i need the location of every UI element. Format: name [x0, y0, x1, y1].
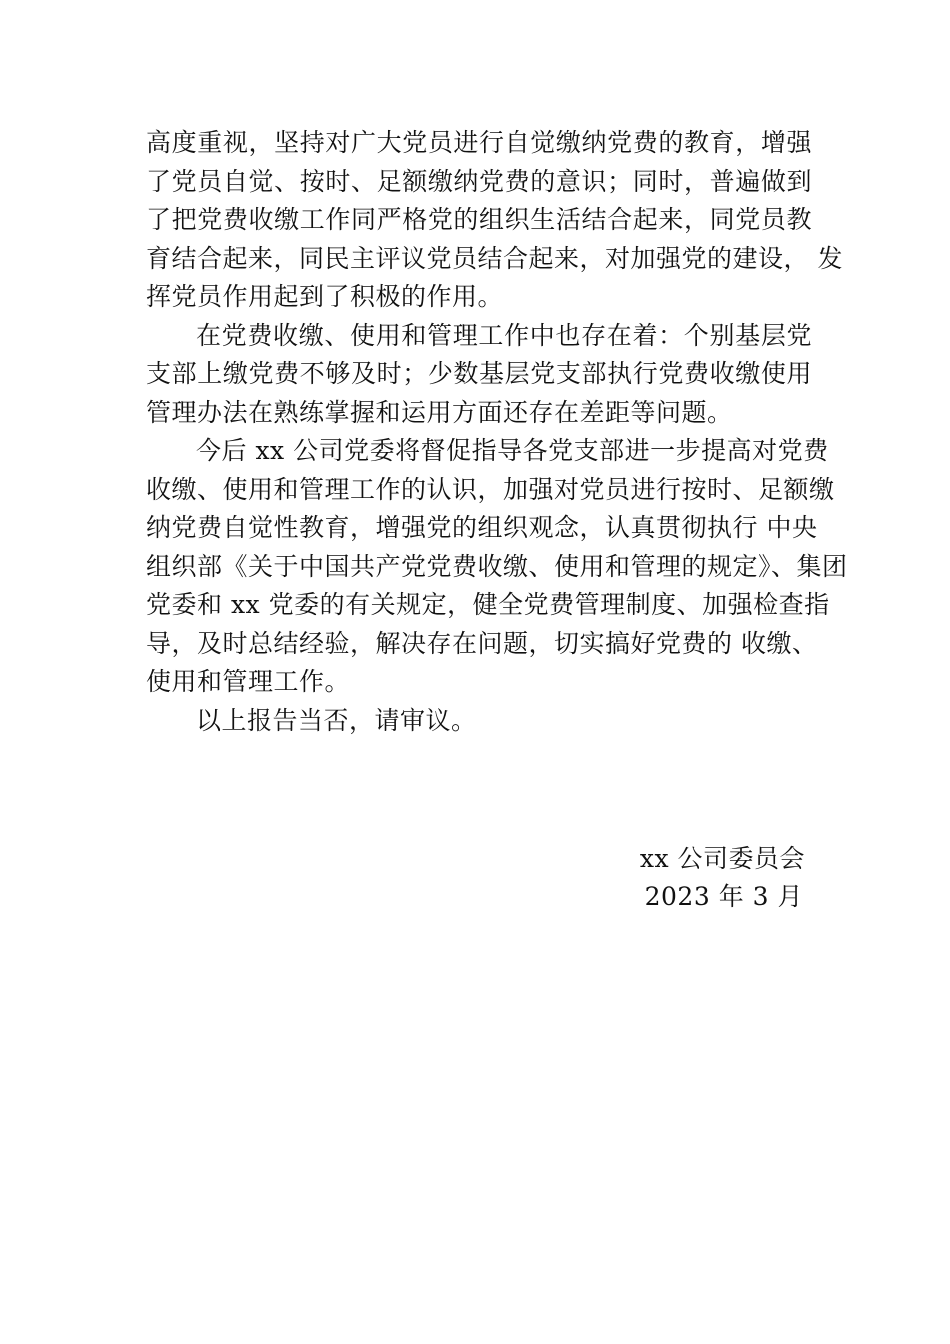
signing-organization: xx 公司委员会 [639, 844, 805, 873]
paragraph-line: 纳党费自觉性教育，增强党的组织观念，认真贯彻执行 中央 [146, 513, 818, 542]
paragraph-line: 党委和 xx 党委的有关规定，健全党费管理制度、加强检查指 [146, 590, 830, 619]
paragraph-line: 以上报告当否，请审议。 [196, 705, 477, 735]
report-body [146, 124, 848, 740]
paragraph-3 [146, 432, 848, 702]
paragraph-line: 导，及时总结经验，解决存在问题，切实搞好党费的 收缴、 [146, 628, 818, 658]
paragraph-4 [146, 702, 812, 741]
paragraph-line: 管理办法在熟练掌握和运用方面还存在差距等问题。 [146, 397, 733, 427]
paragraph-line: 挥党员作用起到了积极的作用。 [146, 282, 504, 311]
paragraph-line: 在党费收缴、使用和管理工作中也存在着：个别基层党 [196, 320, 812, 350]
paragraph-line: 使用和管理工作。 [146, 667, 351, 696]
paragraph-line: 支部上缴党费不够及时；少数基层党支部执行党费收缴使用 [146, 359, 812, 388]
paragraph-line: 育结合起来，同民主评议党员结合起来，对加强党的建设， 发 [146, 243, 843, 273]
paragraph-line: 收缴、使用和管理工作的认识，加强对党员进行按时、足额缴 [146, 474, 835, 504]
paragraph-line: 了党员自觉、按时、足额缴纳党费的意识；同时，普遍做到 [146, 166, 812, 196]
paragraph-1 [146, 124, 843, 317]
signature-block [640, 840, 805, 916]
paragraph-line: 今后 xx 公司党委将督促指导各党支部进一步提高对党费 [196, 436, 829, 465]
signing-date: 2023 年 3 月 [644, 882, 803, 911]
paragraph-line: 高度重视，坚持对广大党员进行自觉缴纳党费的教育，增强 [146, 128, 812, 157]
paragraph-line: 了把党费收缴工作同严格党的组织生活结合起来，同党员教 [146, 205, 812, 234]
paragraph-line: 组织部《关于中国共产党党费收缴、使用和管理的规定》、集团 [146, 551, 848, 581]
paragraph-2 [146, 317, 812, 433]
